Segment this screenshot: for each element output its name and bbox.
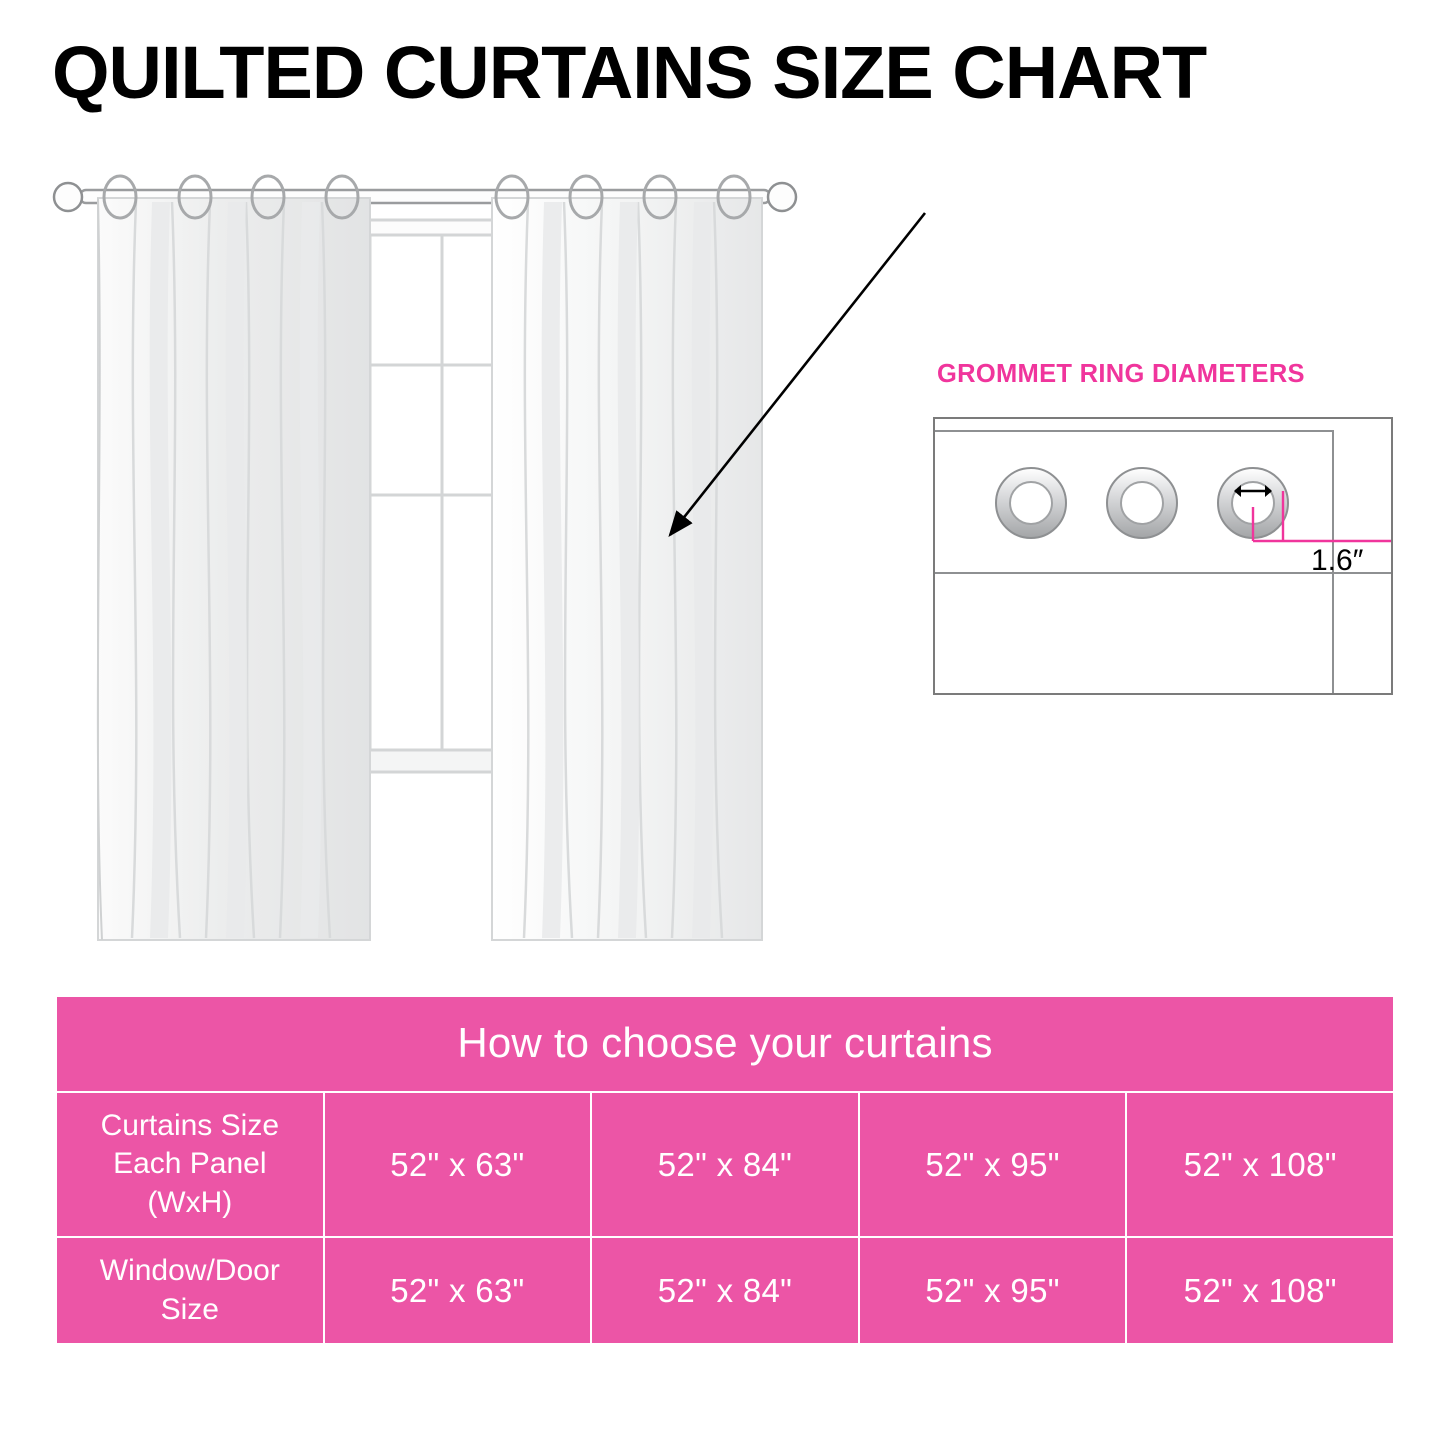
row-label-line: Each Panel (113, 1147, 267, 1181)
table-title: How to choose your curtains (56, 996, 1394, 1092)
grommet-callout-arrow (620, 180, 960, 580)
row-label-line: (WxH) (147, 1185, 233, 1219)
table-row (56, 1092, 1394, 1237)
grommet-detail-panel (925, 360, 1395, 705)
table-cell: 52" x 84" (591, 1092, 859, 1237)
row-label-line: Size (160, 1292, 219, 1326)
row-label-window-door-size (56, 1237, 324, 1344)
grommet-diameter-label: 1.6″ (1311, 544, 1364, 577)
grommet-ring (1107, 468, 1177, 538)
row-label-line: Window/Door (99, 1254, 280, 1288)
grommet-ring (996, 468, 1066, 538)
table-cell: 52" x 63" (324, 1092, 592, 1237)
row-label-curtain-size (56, 1092, 324, 1237)
table-cell: 52" x 108" (1126, 1092, 1394, 1237)
table-row (56, 1237, 1394, 1344)
table-cell: 52" x 63" (324, 1237, 592, 1344)
row-label-line: Curtains Size (100, 1109, 279, 1142)
size-table (55, 995, 1395, 1345)
size-table-wrapper (55, 995, 1395, 1345)
table-cell: 52" x 108" (1126, 1237, 1394, 1344)
table-cell: 52" x 95" (859, 1237, 1127, 1344)
table-header-row (56, 996, 1394, 1092)
page-title: QUILTED CURTAINS SIZE CHART (52, 31, 1207, 114)
table-cell: 52" x 95" (859, 1092, 1127, 1237)
table-cell: 52" x 84" (591, 1237, 859, 1344)
grommet-panel-heading: GROMMET RING DIAMETERS (937, 360, 1305, 388)
left-curtain-panel (98, 198, 370, 940)
